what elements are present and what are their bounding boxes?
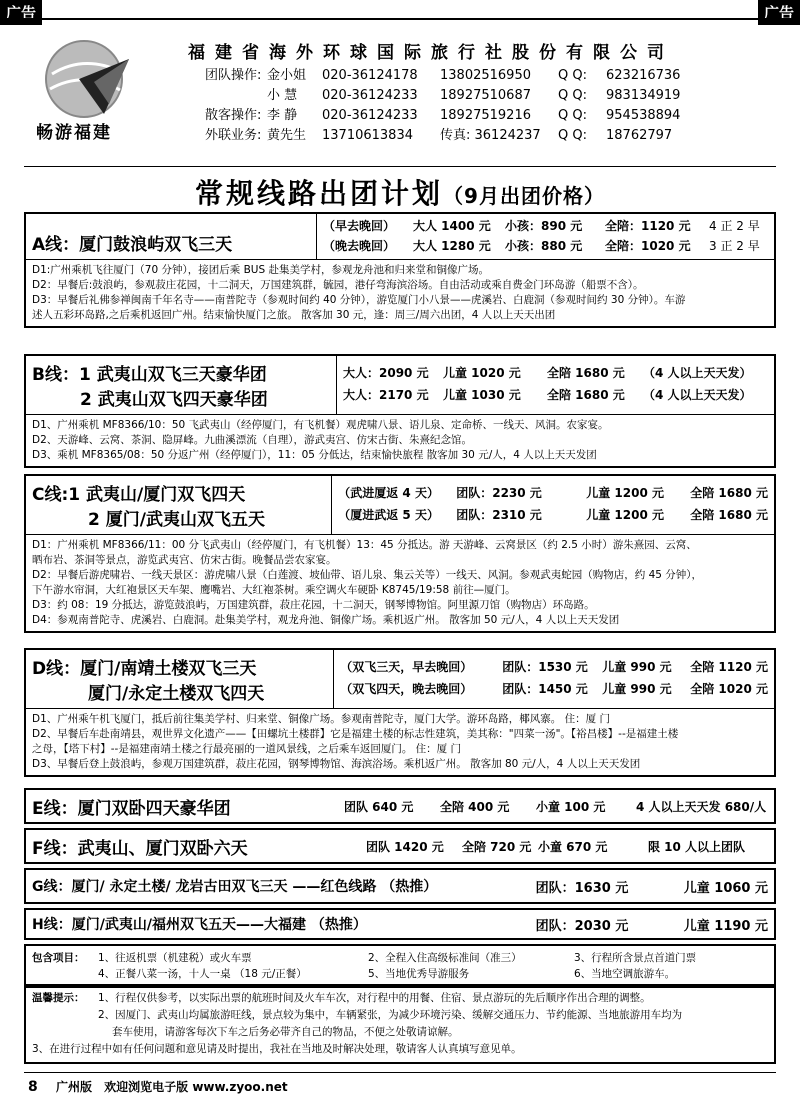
route-g-name: G线：厦门/ 永定土楼/ 龙岩古田双飞三天 ——红色线路 （热推） xyxy=(32,879,438,895)
route-g-team: 团队：1630 元 xyxy=(535,880,629,896)
price-adult: 大人：2090 元 xyxy=(343,366,429,380)
route-b xyxy=(24,354,776,468)
edition-label: 广州版 xyxy=(55,1080,92,1094)
route-f-child: 小童 670 元 xyxy=(538,839,608,854)
price-type: （双飞四天，晚去晚回） xyxy=(340,682,473,696)
price-team: 团队：2310 元 xyxy=(456,508,542,522)
price-type: （武进厦返 4 天） xyxy=(338,486,439,500)
route-c-name-1: C线:1 武夷山/厦门双飞四天 xyxy=(32,485,246,505)
price-team: 团队：2230 元 xyxy=(456,486,542,500)
price-full: 全陪 1680 元 xyxy=(690,486,768,500)
route-d-name-2: 厦门/永定土楼双飞四天 xyxy=(88,684,265,704)
itinerary-line: 晒布岩、茶洞等景点，游览武夷宫、仿宋古街。晚餐品尝农家宴。 xyxy=(32,554,337,566)
contact-row xyxy=(205,66,706,86)
route-e-full: 全陪 400 元 xyxy=(440,799,510,814)
itinerary-line: D1、广州乘机 MF8366/10：50 飞武夷山（经停厦门，有飞机餐）观虎啸八景、语儿泉、定命桥、一线天、风洞。农家宴。 xyxy=(32,419,609,431)
tips-section xyxy=(24,984,776,1064)
tip-line: 套车使用，请游客每次下车之后务必带齐自己的物品，不便之处敬请谅解。 xyxy=(112,1026,459,1038)
footer xyxy=(28,1078,288,1095)
route-d-name xyxy=(26,650,333,708)
include-item: 5、当地优秀导游服务 xyxy=(368,968,470,980)
route-h-team: 团队：2030 元 xyxy=(535,918,629,934)
itinerary-line: D2：早餐后:鼓浪屿，参观菽庄花园，十二洞天，万国建筑群，毓园，港仔弯海滨浴场。自由活动或乘自费金门环岛游（船票不含）。 xyxy=(32,279,644,291)
itinerary-line: D1、广州乘午机飞厦门，抵后前往集美学村、归来堂、铜像广场。参观南普陀寺，厦门大学。游环岛路，椰风寨。 住：厦 门 xyxy=(32,713,610,725)
contact-mobile: 18927510687 xyxy=(440,88,531,103)
route-e-child: 小童 100 元 xyxy=(536,799,606,814)
itinerary-line: 之母，【塔下村】--是福建南靖土楼之行最亮丽的一道风景线，之后乘车返回厦门。 住：厦 门 xyxy=(32,743,462,755)
tips-label: 温馨提示： xyxy=(32,992,85,1004)
route-f-team: 团队 1420 元 xyxy=(366,839,444,854)
route-h-child: 儿童 1190 元 xyxy=(683,918,768,934)
route-h xyxy=(24,908,776,940)
include-item: 2、全程入住高级标准间（准三） xyxy=(368,952,522,964)
price-full: 全陪：1120 元 xyxy=(605,219,691,233)
itinerary-line: D2、天游峰、云窝、茶洞、隐屏峰。九曲溪漂流（自理），游武夷宫、仿宋古街、朱熹纪念馆。 xyxy=(32,434,473,446)
route-h-name: H线：厦门/武夷山/福州双飞五天——大福建 （热推） xyxy=(32,917,367,933)
route-e xyxy=(24,788,776,824)
price-full: 全陪 1680 元 xyxy=(547,388,625,402)
price-full: 全陪 1020 元 xyxy=(690,682,768,696)
route-a-prices xyxy=(316,214,774,259)
contact-person: 李 静 xyxy=(267,108,298,123)
tip-line: 3、在进行过程中如有任何问题和意见请及时提出，我社在当地及时解决处理，敬请客人认真填写意见单。 xyxy=(32,1043,522,1055)
price-adult: 大人：2170 元 xyxy=(343,388,429,402)
qq-label: Q Q: xyxy=(558,128,587,143)
contact-qq: 18762797 xyxy=(606,128,673,143)
contact-mobile: 18927519216 xyxy=(440,108,531,123)
route-a xyxy=(24,212,776,328)
price-note: （4 人以上天天发） xyxy=(643,388,752,402)
route-d xyxy=(24,648,776,777)
price-child: 儿童 1200 元 xyxy=(586,508,664,522)
route-e-team: 团队 640 元 xyxy=(344,799,414,814)
itinerary-line: D4：参观南普陀寺、虎溪岩、白鹿洞。赴集美学村，观龙舟池、铜像广场。乘机返广州。 散客加 50 元/人，4 人以上天天发团 xyxy=(32,614,620,626)
title-main: 常规线路出团计划 xyxy=(195,177,444,210)
price-full: 全陪：1020 元 xyxy=(605,239,691,253)
route-b-itinerary xyxy=(26,415,774,466)
itinerary-line: D2、早餐后车赴南靖县，观世界文化遗产——【田螺坑土楼群】它是福建土楼的标志性建筑，美其称："四菜一汤"。【裕昌楼】--是福建土楼 xyxy=(32,728,679,740)
route-d-itinerary xyxy=(26,709,774,775)
price-child: 小孩：890 元 xyxy=(505,219,583,233)
price-full: 全陪 1680 元 xyxy=(547,366,625,380)
route-c-prices xyxy=(331,476,774,534)
qq-label: Q Q: xyxy=(558,88,587,103)
route-g xyxy=(24,868,776,904)
route-f-note: 限 10 人以上团队 xyxy=(648,839,746,854)
route-d-name-1: D线：厦门/南靖土楼双飞三天 xyxy=(32,659,257,679)
price-note: 3 正 2 早 xyxy=(709,239,760,253)
page-title xyxy=(24,172,776,212)
logo-caption: 畅游福建 xyxy=(36,123,112,143)
route-f xyxy=(24,828,776,864)
route-c xyxy=(24,474,776,633)
company-header xyxy=(28,26,778,156)
contact-row xyxy=(205,86,706,106)
price-type: （早去晚回） xyxy=(323,219,396,233)
route-f-full: 全陪 720 元 xyxy=(462,839,532,854)
route-c-itinerary xyxy=(26,535,774,631)
includes-section xyxy=(24,944,776,988)
ad-tag-right: 广告 xyxy=(758,0,800,25)
contact-list xyxy=(205,66,706,146)
include-item: 3、行程所含景点首道门票 xyxy=(574,952,697,964)
price-note: 4 正 2 早 xyxy=(709,219,760,233)
price-type: （晚去晚回） xyxy=(323,239,396,253)
price-team: 团队：1530 元 xyxy=(502,660,588,674)
contact-qq: 623216736 xyxy=(606,68,681,83)
route-e-note: 4 人以上天天发 680/人 xyxy=(636,799,767,814)
price-row xyxy=(340,678,768,700)
contact-person: 小 慧 xyxy=(267,88,298,103)
price-adult: 大人 1280 元 xyxy=(413,239,491,253)
include-item: 4、正餐八菜一汤，十人一桌 （18 元/正餐） xyxy=(98,968,307,980)
itinerary-line: D3：约 08：19 分抵达，游览鼓浪屿，万国建筑群，菽庄花园，十二洞天，钢琴博物馆。阿里源刀馆（购物店）环岛路。 xyxy=(32,599,595,611)
route-a-name: A线：厦门鼓浪屿双飞三天 xyxy=(32,235,233,255)
route-b-name-2: 2 武夷山双飞四天豪华团 xyxy=(80,390,268,410)
price-row xyxy=(343,362,768,384)
route-d-prices xyxy=(333,650,774,708)
itinerary-line: D3、乘机 MF8365/08：50 分返广州（经停厦门），11：05 分低达，结束愉快旅程 散客加 30 元/人，4 人以上天天发团 xyxy=(32,449,597,461)
price-row xyxy=(323,216,768,236)
contact-fax: 传真: 36124237 xyxy=(440,128,541,143)
page-number: 8 xyxy=(28,1079,38,1095)
price-type: （双飞三天，早去晚回） xyxy=(340,660,473,674)
price-type: （厦进武返 5 天） xyxy=(338,508,439,522)
price-note: （4 人以上天天发） xyxy=(643,366,752,380)
contact-label xyxy=(205,86,267,106)
price-row xyxy=(338,482,768,504)
itinerary-line: D1：广州乘机 MF8366/11：00 分飞武夷山（经停厦门，有飞机餐）13：45 分抵达。游 天游峰、云窝景区（约 2.5 小时）游朱熹园、云窝、 xyxy=(32,539,697,551)
contact-person: 金小姐 xyxy=(267,68,307,83)
price-team: 团队：1450 元 xyxy=(502,682,588,696)
price-child: 小孩：880 元 xyxy=(505,239,583,253)
price-full: 全陪 1120 元 xyxy=(690,660,768,674)
include-item: 1、往返机票（机建税）或火车票 xyxy=(98,952,252,964)
route-c-name xyxy=(26,476,331,534)
route-g-child: 儿童 1060 元 xyxy=(683,880,768,896)
price-child: 儿童 990 元 xyxy=(602,660,672,674)
itinerary-line: 下午游水帘洞，大红袍景区天车架、鹰嘴岩、大红袍茶树。乘空调火车硬卧 K8745/19:58 前往—厦门。 xyxy=(32,584,516,596)
route-a-itinerary xyxy=(26,260,774,326)
contact-phone: 020-36124233 xyxy=(322,108,418,123)
price-row xyxy=(343,384,768,406)
price-row xyxy=(338,504,768,526)
price-adult: 大人 1400 元 xyxy=(413,219,491,233)
price-child: 儿童 1030 元 xyxy=(443,388,521,402)
price-row xyxy=(340,656,768,678)
contact-label: 团队操作: xyxy=(205,68,262,83)
tip-line: 2、因厦门、武夷山均属旅游旺线，景点较为集中，车辆紧张，为减少环境污染、缓解交通压力、节约能源、当地旅游用车均为 xyxy=(98,1009,683,1021)
itinerary-line: D3：早餐后礼佛参禅闽南千年名寺——南普陀寺（参观时间约 40 分钟），游览厦门小八景——虎溪岩、白鹿洞（参观时间约 30 分钟）。车游 xyxy=(32,294,686,306)
contact-mobile: 13802516950 xyxy=(440,68,531,83)
itinerary-line: D1:广州乘机飞往厦门（70 分钟），接团后乘 BUS 赴集美学村，参观龙舟池和归来堂和铜像广场。 xyxy=(32,264,489,276)
itinerary-line: D3、早餐后登上鼓浪屿，参观万国建筑群，菽庄花园，钢琴博物馆、海滨浴场。乘机返广州。 散客加 80 元/人，4 人以上天天发团 xyxy=(32,758,641,770)
contact-person: 黄先生 xyxy=(267,128,307,143)
contact-row xyxy=(205,106,706,126)
price-full: 全陪 1680 元 xyxy=(690,508,768,522)
company-name: 福建省海外环球国际旅行社股份有限公司 xyxy=(188,43,674,63)
qq-label: Q Q: xyxy=(558,68,587,83)
header-rule xyxy=(24,166,776,167)
contact-label: 散客操作: xyxy=(205,108,262,123)
bottom-rule xyxy=(24,1072,776,1073)
contact-label: 外联业务: xyxy=(205,128,262,143)
tip-line: 1、行程仅供参考，以实际出票的航班时间及火车车次，对行程中的用餐、住宿、景点游玩的先后顺序作出合理的调整。 xyxy=(98,992,651,1004)
contact-phone: 13710613834 xyxy=(322,128,413,143)
contact-phone: 020-36124178 xyxy=(322,68,418,83)
contact-qq: 954538894 xyxy=(606,108,681,123)
itinerary-line: 述人五彩环岛路,之后乘机返回广州。结束愉快厦门之旅。 散客加 30 元，逢：周三/周六出团，4 人以上天天出团 xyxy=(32,309,556,321)
qq-label: Q Q: xyxy=(558,108,587,123)
website-link[interactable]: 欢迎浏览电子版 www.zyoo.net xyxy=(104,1080,288,1094)
price-child: 儿童 990 元 xyxy=(602,682,672,696)
route-c-name-2: 2 厦门/武夷山双飞五天 xyxy=(88,510,265,530)
price-row xyxy=(323,236,768,256)
route-b-name-1: B线：1 武夷山双飞三天豪华团 xyxy=(32,365,267,385)
route-f-name: F线：武夷山、厦门双卧六天 xyxy=(32,838,248,859)
contact-qq: 983134919 xyxy=(606,88,681,103)
title-sub: （9月出团价格） xyxy=(443,184,605,208)
price-child: 儿童 1020 元 xyxy=(443,366,521,380)
route-b-prices xyxy=(336,356,774,414)
contact-row xyxy=(205,126,706,146)
include-item: 6、当地空调旅游车。 xyxy=(574,968,676,980)
contact-phone: 020-36124233 xyxy=(322,88,418,103)
route-b-name xyxy=(26,356,336,414)
itinerary-line: D2：早餐后游虎啸岩、一线天景区：游虎啸八景（白莲渡、坡仙带、语儿泉、集云关等）一线天、风洞。参观武夷蛇园（购物店，约 45 分钟）， xyxy=(32,569,703,581)
route-e-name: E线：厦门双卧四天豪华团 xyxy=(32,798,231,819)
includes-label: 包含项目： xyxy=(32,952,85,964)
top-rule xyxy=(0,18,800,20)
price-child: 儿童 1200 元 xyxy=(586,486,664,500)
ad-tag-left: 广告 xyxy=(0,0,42,25)
